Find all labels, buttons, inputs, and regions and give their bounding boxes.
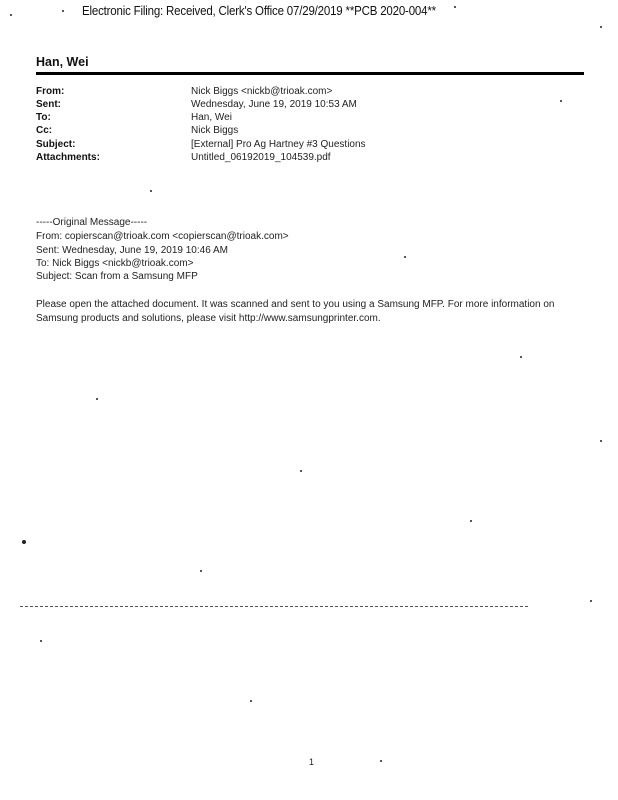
original-divider: -----Original Message----- (36, 217, 148, 228)
attachments-value: Untitled_06192019_104539.pdf (191, 152, 331, 163)
subject-label: Subject: (36, 139, 76, 150)
to-value: Han, Wei (191, 112, 232, 123)
sent-value: Wednesday, June 19, 2019 10:53 AM (191, 99, 357, 110)
subject-value: [External] Pro Ag Hartney #3 Questions (191, 139, 366, 150)
mailbox-owner: Han, Wei (36, 55, 89, 69)
original-from: From: copierscan@trioak.com <copierscan@trioak.com> (36, 231, 289, 242)
filing-stamp: Electronic Filing: Received, Clerk's Office 07/29/2019 **PCB 2020-004** (82, 4, 436, 18)
original-subject: Subject: Scan from a Samsung MFP (36, 271, 198, 282)
scan-artifact-line (20, 606, 528, 607)
from-value: Nick Biggs <nickb@trioak.com> (191, 86, 333, 97)
from-label: From: (36, 86, 65, 97)
cc-value: Nick Biggs (191, 125, 239, 136)
body-line: Please open the attached document. It was scanned and sent to you using a Samsung MFP. For more information on (36, 299, 555, 310)
header-rule (36, 72, 584, 75)
to-label: To: (36, 112, 51, 123)
body-line: Samsung products and solutions, please visit http://www.samsungprinter.com. (36, 313, 381, 324)
cc-label: Cc: (36, 125, 53, 136)
sent-label: Sent: (36, 99, 61, 110)
original-sent: Sent: Wednesday, June 19, 2019 10:46 AM (36, 245, 228, 256)
attachments-label: Attachments: (36, 152, 100, 163)
original-to: To: Nick Biggs <nickb@trioak.com> (36, 258, 194, 269)
page-number: 1 (309, 757, 315, 767)
